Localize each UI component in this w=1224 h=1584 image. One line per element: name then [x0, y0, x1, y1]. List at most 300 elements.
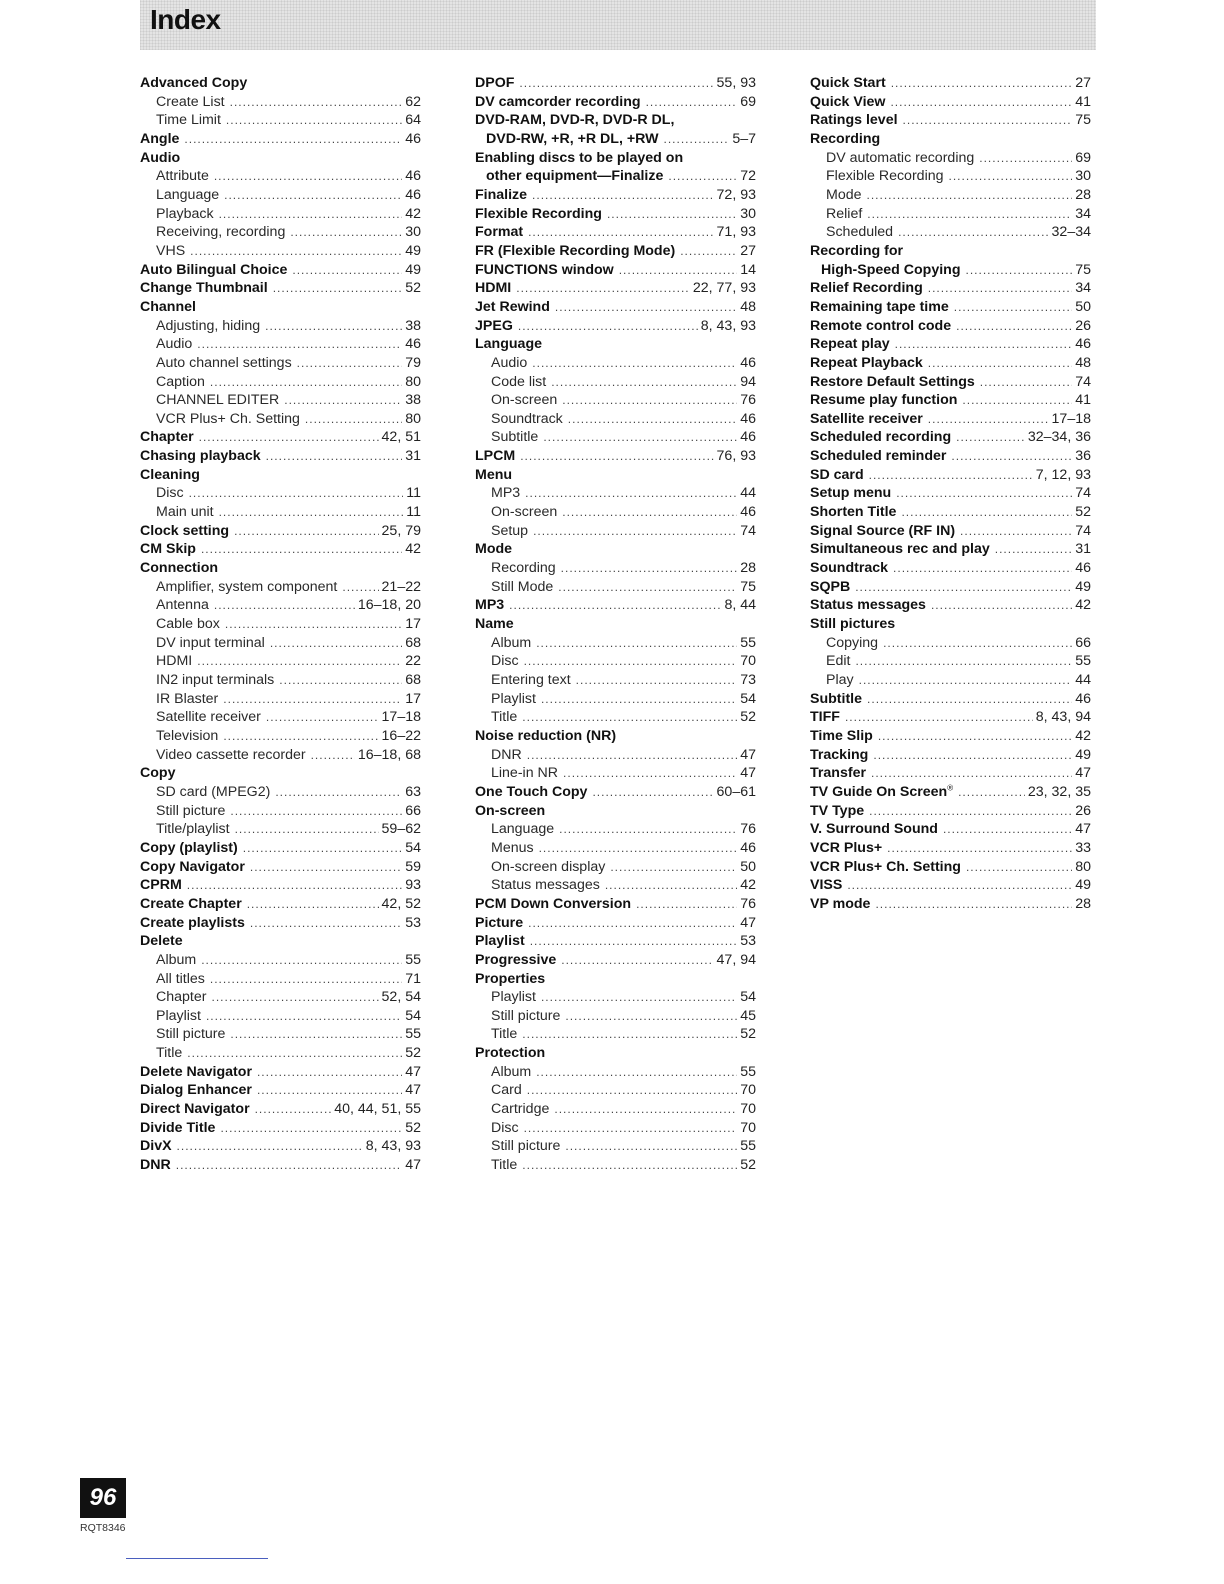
page-ref: 55: [740, 1063, 756, 1080]
entry-label: DV camcorder recording: [475, 93, 641, 110]
index-entry: [140, 671, 421, 690]
dot-leader: [235, 820, 379, 839]
page-ref: 54: [405, 1007, 421, 1024]
index-heading: [140, 74, 421, 93]
dot-leader: [565, 1007, 737, 1026]
page-ref: 52: [740, 1157, 756, 1174]
index-entry: [810, 858, 1091, 877]
index-column-1: [140, 74, 421, 1175]
entry-label: Cable box: [156, 616, 220, 633]
page-ref: 26: [1075, 317, 1091, 334]
dot-leader: [214, 167, 402, 186]
index-entry: [140, 727, 421, 746]
entry-label: Relief: [826, 205, 863, 222]
index-heading: [475, 335, 756, 354]
dot-leader: [257, 1063, 402, 1082]
dot-leader: [311, 746, 355, 765]
dot-leader: [250, 858, 402, 877]
page-ref: 42: [740, 877, 756, 894]
dot-leader: [878, 727, 1072, 746]
page-title: Index: [150, 4, 221, 35]
index-entry: [475, 503, 756, 522]
dot-leader: [966, 261, 1073, 280]
page-ref: 8, 43, 93: [700, 317, 756, 334]
index-entry: [810, 484, 1091, 503]
entry-label: Disc: [491, 653, 519, 670]
page-ref: 52: [405, 1045, 421, 1062]
entry-label: VCR Plus+: [810, 839, 883, 856]
entry-label: Direct Navigator: [140, 1101, 250, 1118]
page-ref: 50: [740, 858, 756, 875]
page-ref: 23, 32, 35: [1027, 783, 1091, 800]
entry-label: Resume play function: [810, 392, 958, 409]
index-entry: [810, 727, 1091, 746]
entry-label: Ratings level: [810, 112, 898, 129]
index-entry: [140, 783, 421, 802]
page-ref: 74: [1075, 373, 1091, 390]
index-heading: [475, 615, 756, 634]
entry-label: Antenna: [156, 597, 209, 614]
index-entry: [475, 746, 756, 765]
dot-leader: [532, 354, 737, 373]
page-ref: 46: [1075, 336, 1091, 353]
index-entry: [140, 634, 421, 653]
entry-label: Satellite receiver: [156, 709, 261, 726]
page-ref: 30: [405, 224, 421, 241]
index-entry: [475, 1100, 756, 1119]
dot-leader: [867, 205, 1072, 224]
index-entry: [140, 428, 421, 447]
page-ref: 74: [1075, 485, 1091, 502]
index-entry: [140, 876, 421, 895]
index-entry: [475, 186, 756, 205]
dot-leader: [243, 839, 402, 858]
page-ref: 46: [405, 168, 421, 185]
page-ref: 27: [1075, 75, 1091, 91]
dot-leader: [931, 596, 1072, 615]
dot-leader: [516, 279, 690, 298]
page-ref: 36: [1075, 448, 1091, 465]
page-ref: 80: [405, 410, 421, 427]
dot-leader: [219, 503, 404, 522]
dot-leader: [530, 932, 738, 951]
entry-label: Main unit: [156, 504, 214, 521]
index-entry: [810, 652, 1091, 671]
entry-label: Delete Navigator: [140, 1063, 252, 1080]
dot-leader: [668, 167, 737, 186]
entry-label: Chasing playback: [140, 448, 261, 465]
index-entry: [140, 223, 421, 242]
dot-leader: [891, 74, 1073, 93]
index-entry: [475, 74, 756, 93]
page-ref: 38: [405, 317, 421, 334]
entry-label: Quick View: [810, 93, 886, 110]
page-ref: 76, 93: [716, 448, 756, 465]
index-entry: [475, 578, 756, 597]
entry-label: TV Guide On Screen®: [810, 783, 954, 800]
entry-label: Satellite receiver: [810, 410, 923, 427]
entry-label: CHANNEL EDITER: [156, 392, 280, 409]
entry-label: On-screen display: [491, 858, 606, 875]
page-ref: 47: [1075, 821, 1091, 838]
entry-label: Scheduled reminder: [810, 448, 947, 465]
entry-label: Relief Recording: [810, 280, 923, 297]
index-entry: [475, 895, 756, 914]
page-ref: 62: [405, 93, 421, 110]
entry-label: Disc: [156, 485, 184, 502]
entry-label: Time Limit: [156, 112, 221, 129]
page-ref: 32–34: [1051, 224, 1091, 241]
index-entry: [140, 93, 421, 112]
dot-leader: [305, 410, 402, 429]
dot-leader: [273, 279, 403, 298]
index-entry: [475, 820, 756, 839]
entry-label: Finalize: [475, 186, 528, 203]
page-ref: 47: [405, 1082, 421, 1099]
entry-label: DV input terminal: [156, 634, 265, 651]
index-entry: [810, 820, 1091, 839]
dot-leader: [551, 373, 737, 392]
dot-leader: [954, 298, 1072, 317]
entry-label: Language: [156, 186, 220, 203]
index-entry: [140, 317, 421, 336]
dot-leader: [845, 708, 1033, 727]
entry-label: Delete: [140, 933, 183, 950]
page-ref: 47: [1075, 765, 1091, 782]
page-ref: 46: [1075, 560, 1091, 577]
page-ref: 52: [1075, 504, 1091, 521]
entry-label: Playback: [156, 205, 214, 222]
index-entry: [810, 764, 1091, 783]
index-entry: [475, 447, 756, 466]
entry-label: VISS: [810, 877, 843, 894]
index-heading: [475, 466, 756, 485]
index-entry: [140, 261, 421, 280]
entry-label: TIFF: [810, 709, 840, 726]
index-entry: [140, 111, 421, 130]
dot-leader: [197, 335, 402, 354]
page-ref: 70: [740, 653, 756, 670]
index-entry: [140, 410, 421, 429]
model-code: RQT8346: [80, 1522, 126, 1534]
index-entry: [140, 1063, 421, 1082]
entry-label: Playlist: [156, 1007, 201, 1024]
page-ref: 72, 93: [716, 186, 756, 203]
entry-label: Edit: [826, 653, 851, 670]
index-entry: [140, 1044, 421, 1063]
entry-label: Protection: [475, 1045, 546, 1062]
dot-leader: [901, 503, 1072, 522]
entry-label: Copy Navigator: [140, 858, 245, 875]
page-ref: 76: [740, 392, 756, 409]
page-ref: 8, 44: [724, 597, 756, 614]
dot-leader: [847, 876, 1072, 895]
index-heading: [810, 130, 1091, 149]
index-entry: [140, 708, 421, 727]
index-entry: [475, 559, 756, 578]
page-ref: 11: [406, 485, 421, 502]
index-heading: [475, 802, 756, 821]
entry-label: Flexible Recording: [826, 168, 944, 185]
page-ref: 69: [1075, 149, 1091, 166]
entry-label: CM Skip: [140, 541, 196, 558]
entry-label: Entering text: [491, 672, 571, 688]
page-ref: 71, 93: [716, 224, 756, 241]
dot-leader: [887, 839, 1072, 858]
entry-label: VCR Plus+ Ch. Setting: [810, 858, 961, 875]
index-entry: [475, 783, 756, 802]
dot-leader: [956, 428, 1025, 447]
dot-leader: [895, 335, 1073, 354]
entry-label: Recording: [491, 560, 556, 577]
index-entry: [140, 895, 421, 914]
index-entry: [140, 820, 421, 839]
dot-leader: [206, 1007, 402, 1026]
entry-label: MP3: [491, 485, 521, 502]
dot-leader: [607, 205, 737, 224]
page-ref: 52: [740, 1026, 756, 1043]
dot-leader: [563, 764, 737, 783]
index-entry: [140, 802, 421, 821]
index-entry: [475, 1007, 756, 1026]
index-entry: [475, 988, 756, 1007]
index-entry: [475, 93, 756, 112]
page-ref: 64: [405, 112, 421, 129]
index-entry: [140, 746, 421, 765]
entry-label: MP3: [475, 597, 505, 614]
entry-label: Simultaneous rec and play: [810, 541, 990, 558]
entry-label: Title: [491, 709, 518, 726]
dot-leader: [536, 1063, 737, 1082]
entry-label: VHS: [156, 242, 186, 259]
page-ref: 75: [1075, 261, 1091, 278]
index-entry: [810, 783, 1091, 802]
page-ref: 25, 79: [381, 522, 421, 539]
index-entry: [810, 317, 1091, 336]
entry-label: DVD-RW, +R, +R DL, +RW: [486, 130, 659, 147]
dot-leader: [541, 690, 737, 709]
index-entry: [475, 167, 756, 186]
dot-leader: [561, 951, 713, 970]
entry-label: Repeat play: [810, 336, 890, 353]
page-ref: 52: [740, 709, 756, 726]
dot-leader: [210, 970, 402, 989]
index-entry: [140, 1119, 421, 1138]
index-entry: [810, 279, 1091, 298]
entry-label: Remote control code: [810, 317, 952, 334]
index-entry: [475, 596, 756, 615]
index-entry: [475, 428, 756, 447]
page-ref: 41: [1075, 392, 1091, 409]
dot-leader: [230, 802, 402, 821]
page-ref: 70: [740, 1082, 756, 1099]
entry-label: TV Type: [810, 802, 865, 819]
entry-label: Flexible Recording: [475, 205, 602, 222]
index-entry: [810, 111, 1091, 130]
index-entry: [810, 503, 1091, 522]
index-entry: [810, 540, 1091, 559]
page-ref: 52: [405, 280, 421, 297]
page-ref: 28: [1075, 186, 1091, 203]
dot-leader: [297, 354, 403, 373]
entry-label: On-screen: [491, 504, 558, 521]
dot-leader: [230, 93, 403, 112]
page-ref: 46: [740, 429, 756, 446]
entry-label: Recording: [810, 130, 881, 147]
index-entry: [140, 1100, 421, 1119]
entry-label: VP mode: [810, 895, 871, 912]
page-ref: 60–61: [716, 783, 756, 800]
index-heading: [475, 727, 756, 746]
dot-leader: [176, 1156, 402, 1175]
index-heading: [140, 559, 421, 578]
entry-label: Cartridge: [491, 1101, 550, 1118]
index-entry: [475, 951, 756, 970]
entry-label: HDMI: [475, 280, 512, 297]
dot-leader: [290, 223, 402, 242]
divider-line: [126, 1558, 268, 1559]
index-entry: [140, 186, 421, 205]
page-ref: 42: [1075, 727, 1091, 744]
page-ref: 8, 43, 94: [1035, 709, 1091, 726]
dot-leader: [214, 596, 355, 615]
index-column-3: [810, 74, 1091, 914]
dot-leader: [266, 447, 403, 466]
entry-label: Line-in NR: [491, 765, 559, 782]
index-entry: [475, 652, 756, 671]
dot-leader: [619, 261, 738, 280]
dot-leader: [943, 820, 1072, 839]
page-ref: 54: [740, 690, 756, 707]
entry-label: DNR: [491, 746, 522, 763]
dot-leader: [509, 596, 721, 615]
index-entry: [475, 354, 756, 373]
entry-label: Picture: [475, 914, 524, 931]
page-ref: 48: [740, 298, 756, 315]
index-entry: [475, 223, 756, 242]
dot-leader: [524, 652, 738, 671]
index-entry: [475, 1081, 756, 1100]
dot-leader: [592, 783, 713, 802]
dot-leader: [893, 559, 1072, 578]
dot-leader: [518, 317, 698, 336]
index-entry: [475, 242, 756, 261]
page-ref: 71: [405, 970, 421, 987]
entry-label: Scheduled: [826, 224, 894, 241]
entry-label: Name: [475, 616, 514, 633]
index-entry: [810, 223, 1091, 242]
entry-label: Album: [491, 634, 532, 651]
index-entry: [140, 391, 421, 410]
dot-leader: [855, 578, 1072, 597]
entry-label: SD card (MPEG2): [156, 783, 271, 800]
dot-leader: [539, 839, 738, 858]
dot-leader: [528, 223, 713, 242]
entry-label: Play: [826, 672, 854, 688]
page-ref: 41: [1075, 93, 1091, 110]
entry-label: Angle: [140, 130, 180, 147]
entry-label: Code list: [491, 373, 547, 390]
dot-leader: [610, 858, 737, 877]
index-heading: [140, 298, 421, 317]
page-ref: 47: [740, 746, 756, 763]
dot-leader: [201, 540, 402, 559]
index-entry: [810, 354, 1091, 373]
page-ref: 46: [405, 130, 421, 147]
entry-label: Playlist: [491, 690, 536, 707]
page-ref: 22: [405, 653, 421, 670]
index-entry: [140, 1156, 421, 1175]
dot-leader: [265, 317, 402, 336]
page-ref: 26: [1075, 802, 1091, 819]
dot-leader: [958, 783, 1025, 802]
page-ref: 53: [405, 914, 421, 931]
entry-label: Format: [475, 224, 524, 241]
page-ref: 68: [405, 672, 421, 688]
dot-leader: [230, 1025, 402, 1044]
index-entry: [140, 130, 421, 149]
entry-label: Copy: [140, 765, 176, 782]
entry-label: Title: [156, 1045, 183, 1062]
page-ref: 28: [1075, 895, 1091, 912]
dot-leader: [960, 522, 1072, 541]
page-ref: 34: [1075, 205, 1091, 222]
page-ref: 34: [1075, 280, 1091, 297]
page-ref: 42: [405, 205, 421, 222]
entry-label: Video cassette recorder: [156, 746, 306, 763]
index-entry: [475, 671, 756, 690]
page-ref: 49: [1075, 877, 1091, 894]
page-ref: 49: [1075, 578, 1091, 595]
index-entry: [810, 708, 1091, 727]
page-ref: 49: [405, 242, 421, 259]
page-ref: 53: [740, 933, 756, 950]
page-ref: 44: [740, 485, 756, 502]
page-ref: 94: [740, 373, 756, 390]
entry-label: One Touch Copy: [475, 783, 588, 800]
index-entry: [810, 298, 1091, 317]
page-ref: 21–22: [381, 578, 421, 595]
page-number-badge: 96: [80, 1478, 126, 1518]
page-ref: 17–18: [1051, 410, 1091, 427]
page-ref: 46: [405, 186, 421, 203]
page-ref: 30: [740, 205, 756, 222]
entry-label: Soundtrack: [810, 560, 889, 577]
index-entry: [475, 839, 756, 858]
index-heading: [475, 970, 756, 989]
index-entry: [475, 1063, 756, 1082]
page-ref: 44: [1075, 672, 1091, 688]
dot-leader: [867, 186, 1073, 205]
entry-label: Auto Bilingual Choice: [140, 261, 288, 278]
entry-label: Transfer: [810, 765, 866, 782]
index-entry: [475, 634, 756, 653]
dot-leader: [524, 1119, 738, 1138]
entry-label: Menu: [475, 466, 513, 483]
entry-label: Properties: [475, 970, 546, 987]
dot-leader: [636, 895, 737, 914]
index-heading: [140, 764, 421, 783]
entry-label: All titles: [156, 970, 205, 987]
dot-leader: [520, 447, 713, 466]
index-entry: [140, 578, 421, 597]
page-ref: 49: [405, 261, 421, 278]
page-ref: 28: [740, 560, 756, 577]
page-ref: 17–18: [381, 709, 421, 726]
entry-label: Setup menu: [810, 485, 892, 502]
entry-label: Still picture: [491, 1138, 561, 1155]
index-entry: [475, 317, 756, 336]
